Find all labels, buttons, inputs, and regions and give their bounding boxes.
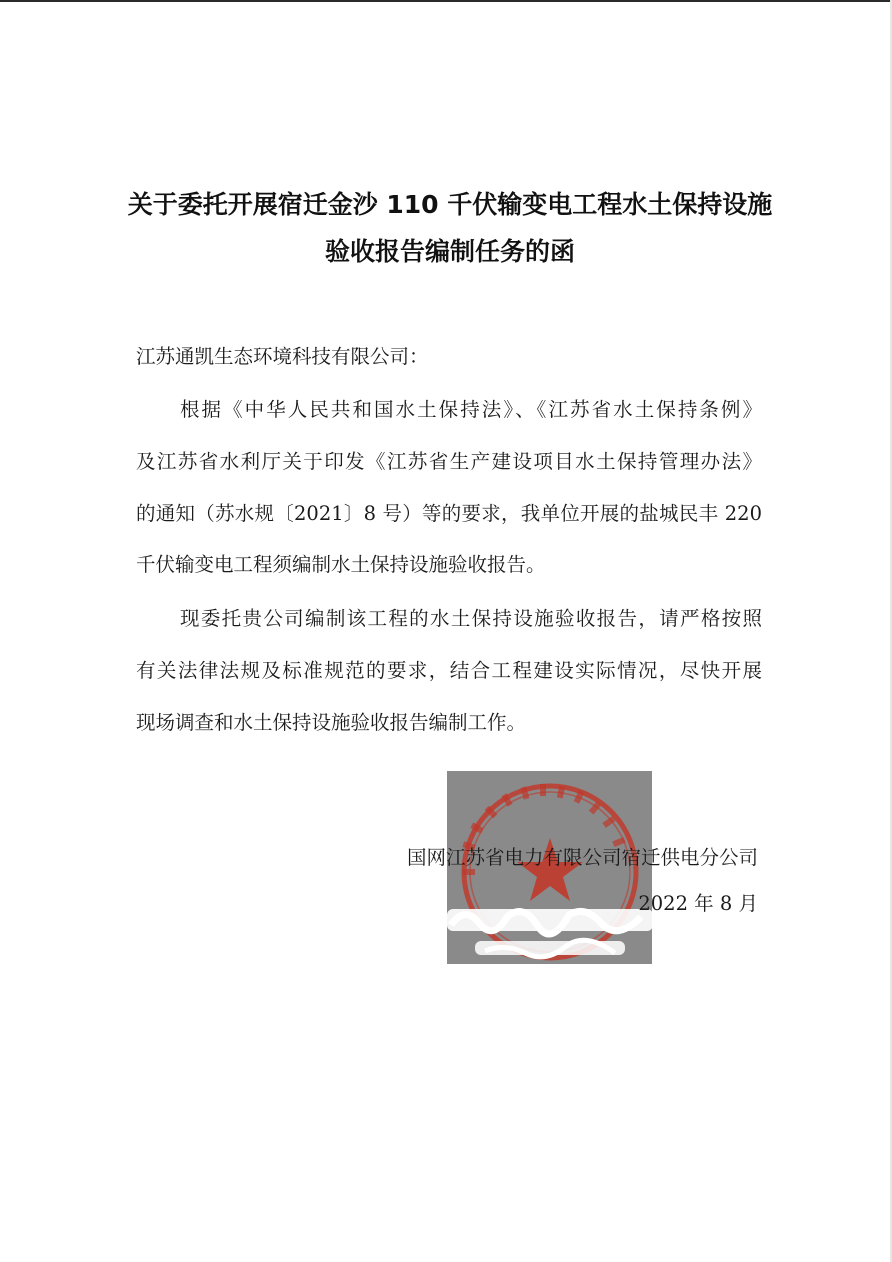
document-title-line-1: 关于委托开展宿迁金沙 110 千伏输变电工程水土保持设施 [127,190,773,219]
paragraph1-line-3: 的通知（苏水规〔2021〕8 号）等的要求，我单位开展的盐城民丰 220 [136,502,762,525]
recipient: 江苏通凯生态环境科技有限公司： [136,345,429,368]
signature-date: 2022 年 8 月 [638,892,758,915]
paragraph2-line-3: 现场调查和水土保持设施验收报告编制工作。 [136,711,527,734]
document-title-line-2: 验收报告编制任务的函 [324,237,575,266]
paragraph2-line-2: 有关法律法规及标准规范的要求，结合工程建设实际情况，尽快开展 [136,659,762,682]
paragraph2-line-1: 现委托贵公司编制该工程的水土保持设施验收报告，请严格按照 [180,607,762,630]
handwritten-signature-icon [445,895,655,970]
paragraph1-line-1: 根据《中华人民共和国水土保持法》、《江苏省水土保持条例》 [180,398,762,421]
top-border-line [0,0,892,2]
paragraph1-line-4: 千伏输变电工程须编制水土保持设施验收报告。 [136,553,546,576]
signature-organization: 国网江苏省电力有限公司宿迁供电分公司 [406,846,758,869]
paragraph1-line-2: 及江苏省水利厅关于印发《江苏省生产建设项目水土保持管理办法》 [136,450,762,473]
